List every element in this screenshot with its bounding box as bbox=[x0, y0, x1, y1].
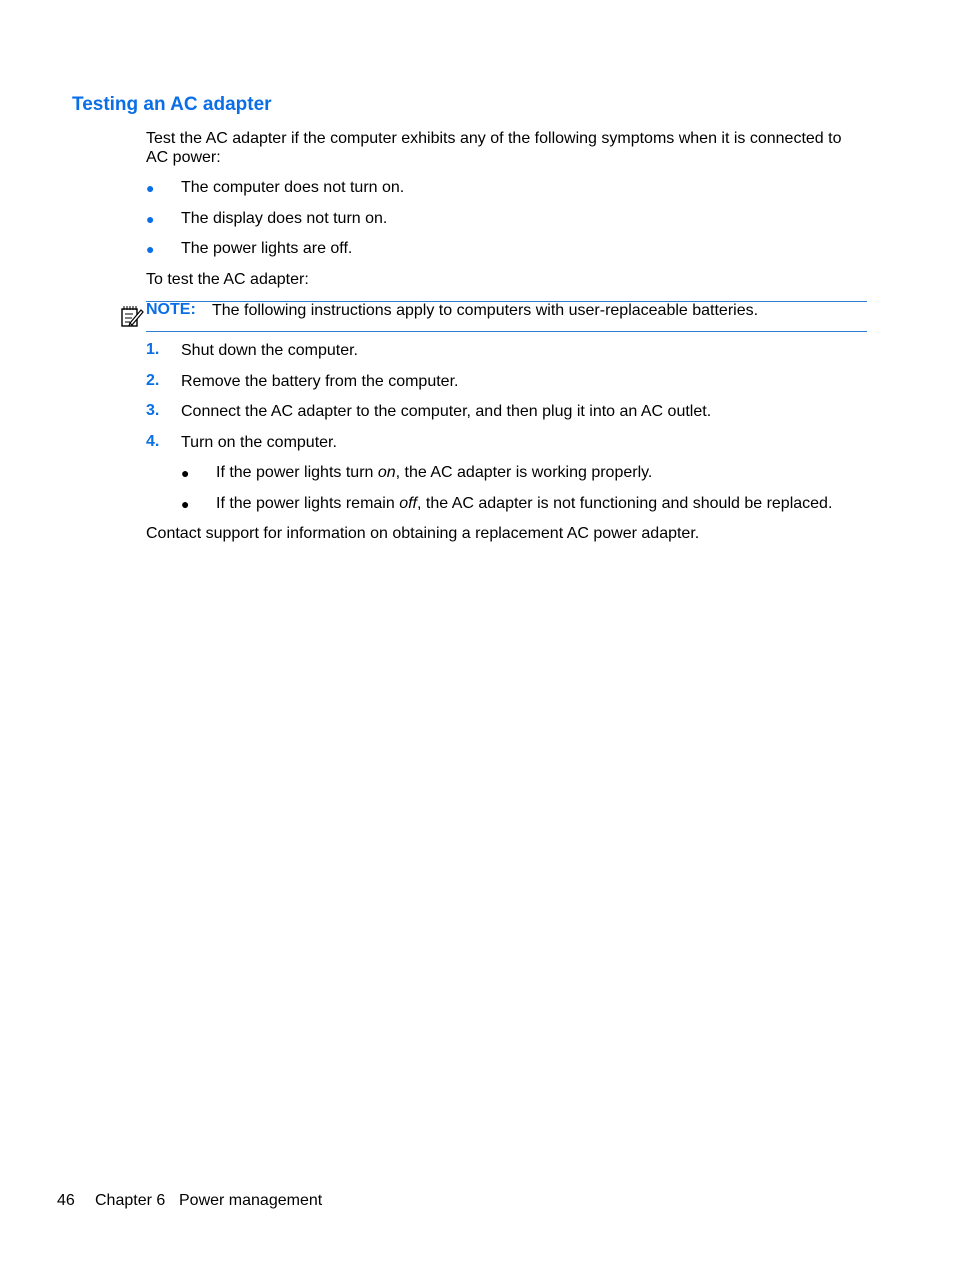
sub-bullet-icon: ● bbox=[181, 465, 190, 481]
bullet-icon: ● bbox=[146, 241, 155, 257]
step-number: 2. bbox=[146, 372, 160, 389]
bullet-icon: ● bbox=[146, 180, 155, 196]
step-number: 1. bbox=[146, 341, 160, 358]
step-text: Remove the battery from the computer. bbox=[181, 373, 459, 390]
intro-line-2: AC power: bbox=[146, 149, 221, 166]
intro-line-1: Test the AC adapter if the computer exhibits any of the following symptoms when it is connected to bbox=[146, 130, 842, 147]
bullet-icon: ● bbox=[146, 211, 155, 227]
note-bottom-rule bbox=[146, 331, 867, 332]
step-text: Turn on the computer. bbox=[181, 434, 337, 451]
footer-title: Power management bbox=[179, 1192, 323, 1209]
step-number: 3. bbox=[146, 402, 160, 419]
symptom-item: The display does not turn on. bbox=[181, 210, 388, 227]
footer-chapter: Chapter 6 bbox=[95, 1192, 166, 1209]
note-text: The following instructions apply to computers with user-replaceable batteries. bbox=[212, 302, 759, 319]
to-test-text: To test the AC adapter: bbox=[146, 271, 309, 288]
sub-bullet-item: If the power lights remain off, the AC adapter is not functioning and should be replaced. bbox=[216, 495, 833, 512]
symptom-item: The computer does not turn on. bbox=[181, 179, 405, 196]
step-text: Shut down the computer. bbox=[181, 342, 358, 359]
sub-bullet-icon: ● bbox=[181, 496, 190, 512]
symptom-item: The power lights are off. bbox=[181, 240, 353, 257]
note-label: NOTE: bbox=[146, 301, 196, 318]
note-icon bbox=[119, 303, 145, 329]
section-heading: Testing an AC adapter bbox=[72, 94, 272, 115]
step-number: 4. bbox=[146, 433, 160, 450]
contact-text: Contact support for information on obtaining a replacement AC power adapter. bbox=[146, 525, 700, 542]
page-number: 46 bbox=[57, 1192, 75, 1209]
step-text: Connect the AC adapter to the computer, and then plug it into an AC outlet. bbox=[181, 403, 712, 420]
sub-bullet-item: If the power lights turn on, the AC adapter is working properly. bbox=[216, 464, 653, 481]
